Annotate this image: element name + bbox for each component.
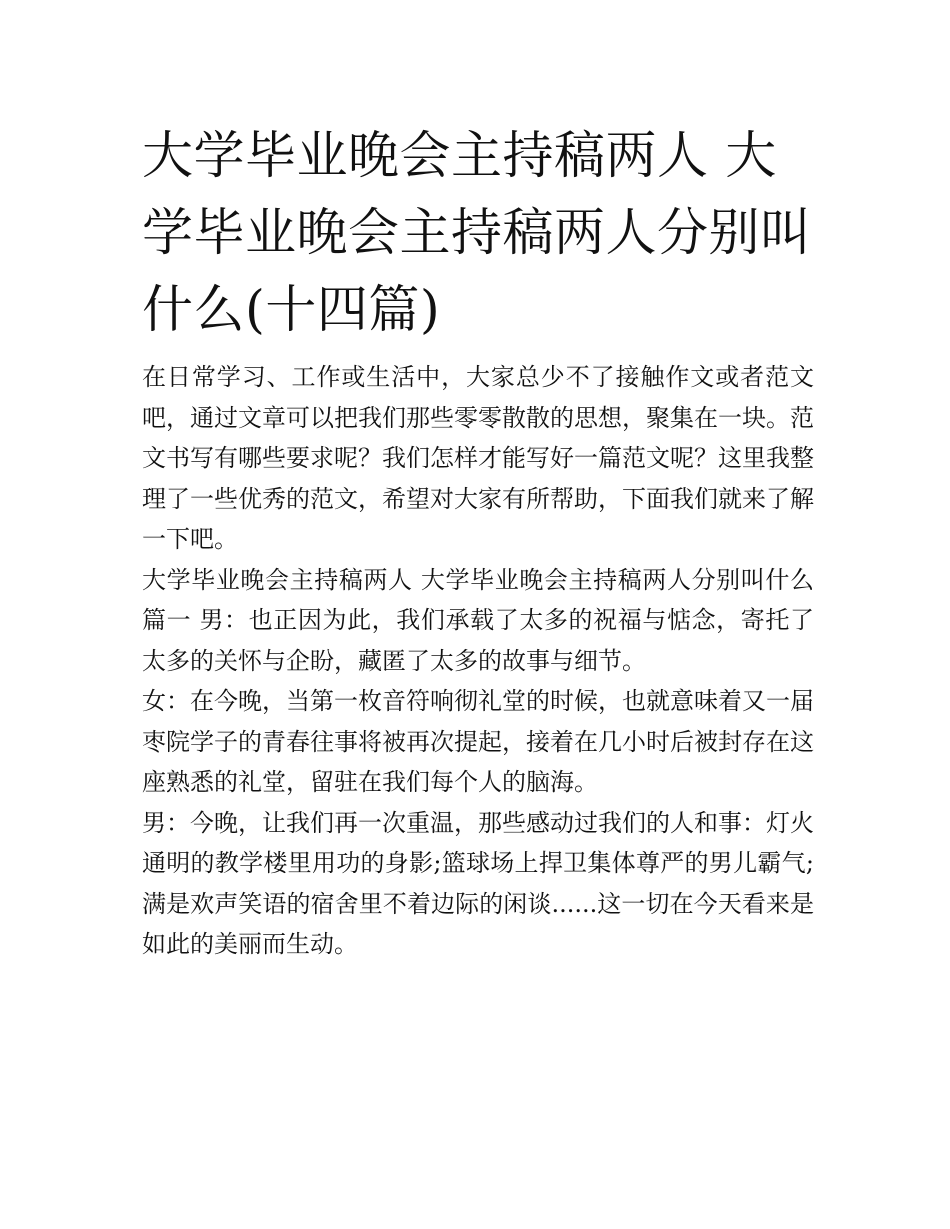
paragraph-section-one: 大学毕业晚会主持稿两人 大学毕业晚会主持稿两人分别叫什么篇一 男：也正因为此，我们承载了太多的祝福与惦念，寄托了太多的关怀与企盼，藏匿了太多的故事与细节。 (142, 565, 814, 675)
document-title: 大学毕业晚会主持稿两人 大学毕业晚会主持稿两人分别叫什么(十四篇) (142, 127, 812, 340)
paragraph-female-host: 女：在今晚，当第一枚音符响彻礼堂的时候，也就意味着又一届枣院学子的青春往事将被再次提起，接着在几小时后被封存在这座熟悉的礼堂，留驻在我们每个人的脑海。 (142, 687, 814, 796)
paragraph-intro: 在日常学习、工作或生活中，大家总少不了接触作文或者范文吧，通过文章可以把我们那些零零散散的思想，聚集在一块。范文书写有哪些要求呢？我们怎样才能写好一篇范文呢？这里我整理了一些优秀的范文，希望对大家有所帮助，下面我们就来了解一下吧。 (142, 363, 814, 553)
paragraph-male-host: 男：今晚，让我们再一次重温，那些感动过我们的人和事：灯火通明的教学楼里用功的身影;篮球场上捍卫集体尊严的男儿霸气;满是欢声笑语的宿舍里不着边际的闲谈......这一切在今天看来是如此的美丽而生动。 (142, 808, 814, 958)
document-page (142, 118, 814, 965)
document-body (142, 357, 814, 965)
